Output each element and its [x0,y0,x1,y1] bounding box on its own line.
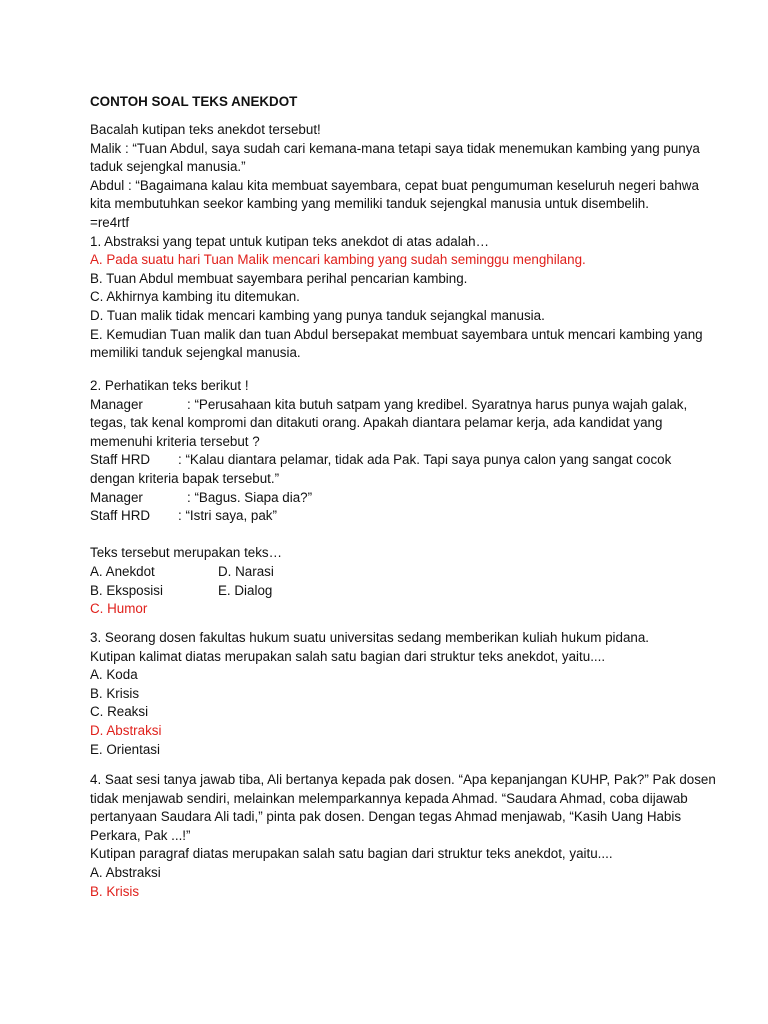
speaker-name: Staff HRD [90,508,151,524]
answer-option: C. Akhirnya kambing itu ditemukan. [90,289,300,305]
answer-option: A. Abstraksi [90,864,161,880]
dialog-line [90,489,680,508]
answer-option: B. Eksposisi [90,582,163,598]
dialog-line: dengan kriteria bapak tersebut.” [90,470,280,486]
answer-option: D. Narasi [218,563,274,579]
question-text: Kutipan kalimat diatas merupakan salah satu bagian dari struktur teks anekdot, yaitu.... [90,648,606,664]
page-title: CONTOH SOAL TEKS ANEKDOT [90,94,298,109]
question-1-block [90,121,703,363]
answer-option: E. Orientasi [90,741,160,757]
answer-option-correct: C. Humor [90,601,148,617]
intro-line: taduk sejengkal manusia.” [90,159,246,175]
question-text: tidak menjawab sendiri, melainkan melemparkannya kepada Ahmad. “Saudara Ahmad, coba dijawab [90,790,688,806]
dialog-text: : “Perusahaan kita butuh satpam yang kredibel. Syaratnya harus punya wajah galak, [187,396,688,412]
dialog-text: : “Istri saya, pak” [178,508,277,524]
intro-line: kita membutuhkan seekor kambing yang memiliki tanduk sejengkal manusia untuk disembelih. [90,196,649,212]
question-3-block [90,629,680,759]
options-row [90,582,680,601]
intro-line: =re4rtf [90,214,130,230]
question-text: Kutipan paragraf diatas merupakan salah satu bagian dari struktur teks anekdot, yaitu.... [90,846,613,862]
answer-option: A. Anekdot [90,563,155,579]
intro-line: Abdul : “Bagaimana kalau kita membuat sayembara, cepat buat pengumuman keseluruh negeri bahwa [90,177,699,193]
answer-option-correct: B. Krisis [90,883,140,899]
answer-option: A. Koda [90,667,138,683]
answer-option: C. Reaksi [90,704,149,720]
dialog-line: memenuhi kriteria tersebut ? [90,433,260,449]
speaker-name: Staff HRD [90,452,151,468]
answer-option-continued: memiliki tanduk sejengkal manusia. [90,345,301,361]
answer-option-correct: D. Abstraksi [90,722,162,738]
dialog-line [90,507,680,526]
speaker-name: Manager [90,489,143,505]
spacer [90,526,680,545]
answer-option: D. Tuan malik tidak mencari kambing yang punya tanduk sejangkal manusia. [90,307,545,323]
question-2-block [90,377,688,619]
answer-option: E. Dialog [218,582,273,598]
speaker-name: Manager [90,396,143,412]
dialog-line [90,396,688,415]
dialog-line [90,451,680,470]
question-text: Perkara, Pak ...!” [90,827,191,843]
dialog-text: : “Kalau diantara pelamar, tidak ada Pak. Tapi saya punya calon yang sangat cocok [178,452,672,468]
question-text: 1. Abstraksi yang tepat untuk kutipan teks anekdot di atas adalah… [90,233,489,249]
answer-option: B. Tuan Abdul membuat sayembara perihal pencarian kambing. [90,270,468,286]
intro-line: Bacalah kutipan teks anekdot tersebut! [90,122,321,137]
answer-option: E. Kemudian Tuan malik dan tuan Abdul bersepakat membuat sayembara untuk mencari kambing yang [90,326,703,342]
question-text: 4. Saat sesi tanya jawab tiba, Ali bertanya kepada pak dosen. “Apa kepanjangan KUHP, Pak?” Pak dosen [90,772,716,787]
question-text: pertanyaan Saudara Ali tadi,” pinta pak dosen. Dengan tegas Ahmad menjawab, “Kasih Uang Habis [90,809,682,825]
question-heading: 2. Perhatikan teks berikut ! [90,378,249,393]
question-4-block [90,771,716,901]
answer-option-correct: A. Pada suatu hari Tuan Malik mencari kambing yang sudah seminggu menghilang. [90,252,586,268]
answer-option: B. Krisis [90,685,140,701]
question-text: 3. Seorang dosen fakultas hukum suatu universitas sedang memberikan kuliah hukum pidana. [90,630,650,645]
options-row [90,563,680,582]
dialog-line: tegas, tak kenal kompromi dan ditakuti orang. Apakah diantara pelamar kerja, ada kandidat yang [90,415,663,431]
dialog-text: : “Bagus. Siapa dia?” [187,489,313,505]
intro-line: Malik : “Tuan Abdul, saya sudah cari kemana-mana tetapi saya tidak menemukan kambing yang punya [90,140,700,156]
question-text: Teks tersebut merupakan teks… [90,545,283,561]
